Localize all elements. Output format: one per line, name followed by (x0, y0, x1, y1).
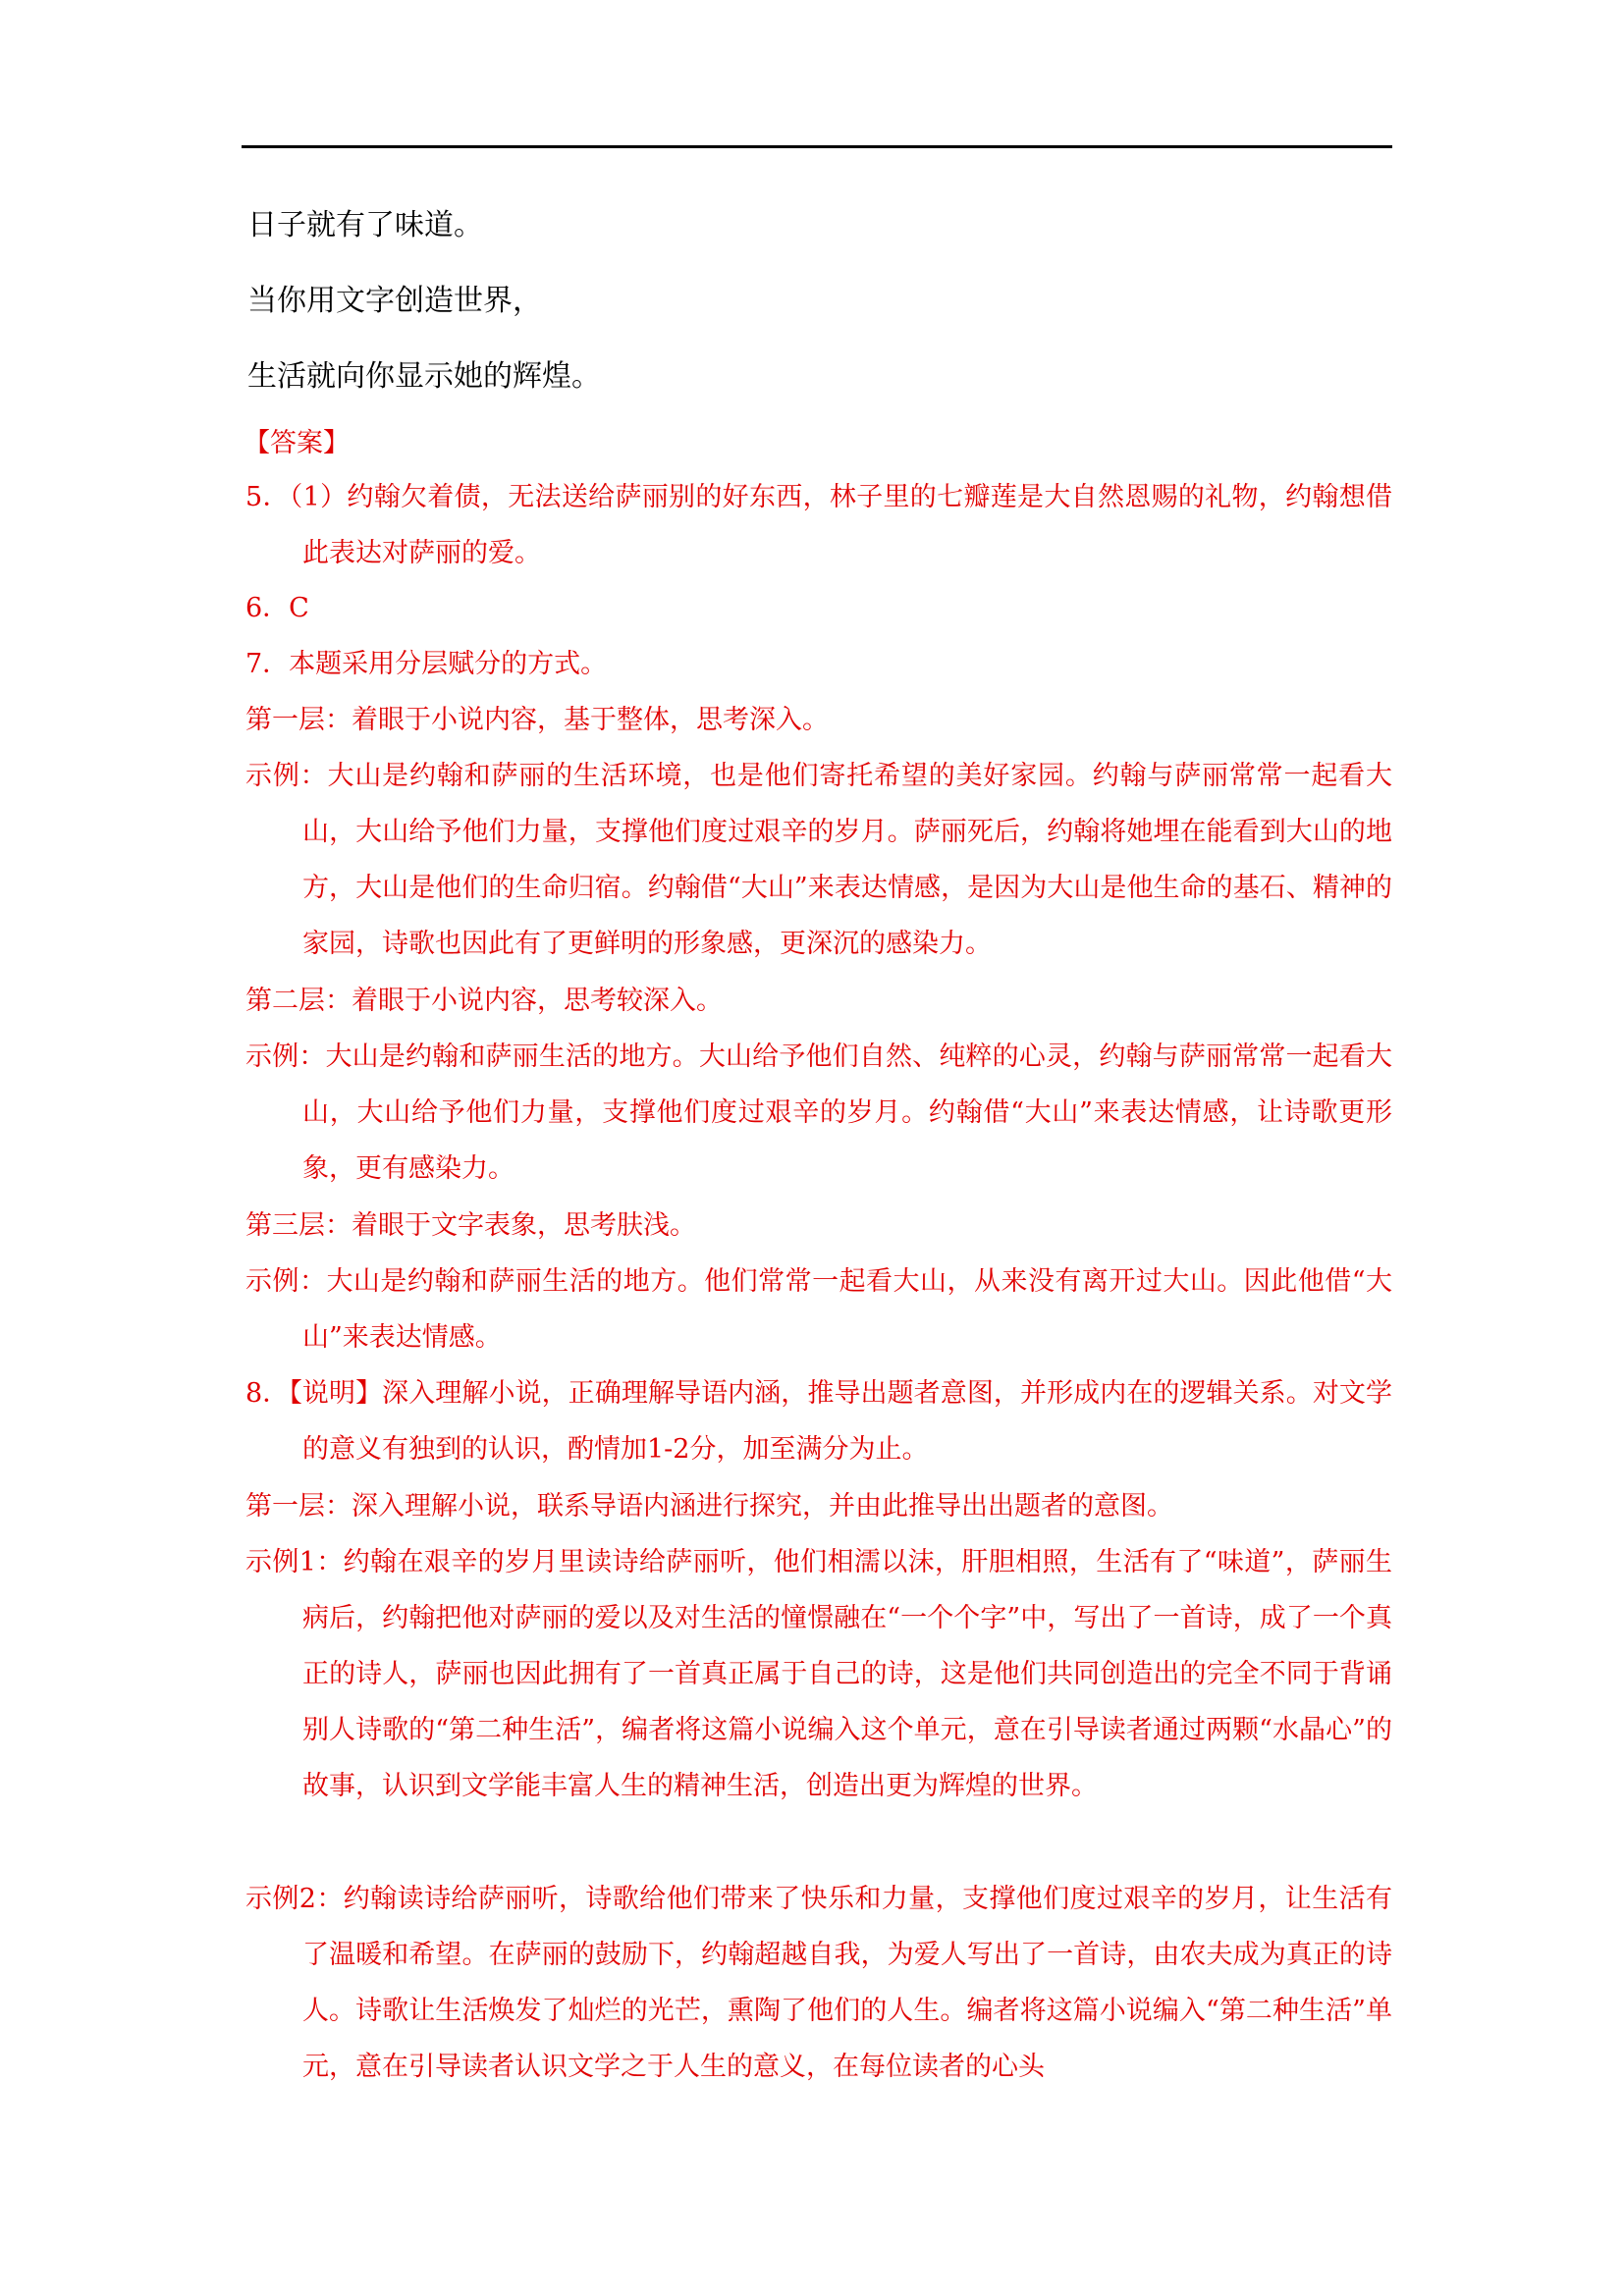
example-paragraph: 示例：大山是约翰和萨丽生活的地方。他们常常一起看大山，从来没有离开过大山。因此他借“大山”来表达情感。 (245, 1266, 1392, 1353)
poem-line: 当你用文字创造世界， (247, 284, 542, 318)
example-paragraph: 示例：大山是约翰和萨丽生活的地方。大山给予他们自然、纯粹的心灵，约翰与萨丽常常一起看大山，大山给予他们力量，支撑他们度过艰辛的岁月。约翰借“大山”来表达情感，让诗歌更形象，更有感染力。 (245, 1041, 1392, 1184)
answer-item-7: 7．本题采用分层赋分的方式。 (245, 649, 608, 679)
answer-heading: 【答案】 (244, 428, 350, 458)
poem-line: 日子就有了味道。 (247, 208, 483, 242)
answer-item-6: 6．C (245, 593, 309, 623)
scoring-level: 第三层：着眼于文字表象，思考肤浅。 (245, 1210, 696, 1241)
scoring-level: 第一层：着眼于小说内容，基于整体，思考深入。 (245, 705, 829, 735)
scoring-level: 第二层：着眼于小说内容，思考较深入。 (245, 986, 723, 1016)
example-paragraph: 示例2：约翰读诗给萨丽听，诗歌给他们带来了快乐和力量，支撑他们度过艰辛的岁月，让生活有了温暖和希望。在萨丽的鼓励下，约翰超越自我，为爱人写出了一首诗，由农夫成为真正的诗人。诗歌让生活焕发了灿烂的光芒，熏陶了他们的人生。编者将这篇小说编入“第二种生活”单元，意在引导读者认识文学之于人生的意义，在每位读者的心头 (245, 1884, 1392, 2082)
scoring-level: 第一层：深入理解小说，联系导语内涵进行探究，并由此推导出出题者的意图。 (245, 1491, 1173, 1522)
answer-item-8: 8．【说明】深入理解小说，正确理解导语内涵，推导出题者意图，并形成内在的逻辑关系。对文学的意义有独到的认识，酌情加1-2分，加至满分为止。 (245, 1378, 1392, 1465)
answer-item-5: 5．（1）约翰欠着债，无法送给萨丽别的好东西，林子里的七瓣莲是大自然恩赐的礼物，约翰想借此表达对萨丽的爱。 (245, 482, 1392, 568)
poem-line: 生活就向你显示她的辉煌。 (247, 359, 601, 394)
header-rule (242, 145, 1392, 148)
example-paragraph: 示例1：约翰在艰辛的岁月里读诗给萨丽听，他们相濡以沫，肝胆相照，生活有了“味道”，萨丽生病后，约翰把他对萨丽的爱以及对生活的憧憬融在“一个个字”中，写出了一首诗，成了一个真正的诗人，萨丽也因此拥有了一首真正属于自己的诗，这是他们共同创造出的完全不同于背诵别人诗歌的“第二种生活”，编者将这篇小说编入这个单元，意在引导读者通过两颗“水晶心”的故事，认识到文学能丰富人生的精神生活，创造出更为辉煌的世界。 (245, 1547, 1392, 1801)
example-paragraph: 示例：大山是约翰和萨丽的生活环境，也是他们寄托希望的美好家园。约翰与萨丽常常一起看大山，大山给予他们力量，支撑他们度过艰辛的岁月。萨丽死后，约翰将她埋在能看到大山的地方，大山是他们的生命归宿。约翰借“大山”来表达情感，是因为大山是他生命的基石、精神的家园，诗歌也因此有了更鲜明的形象感，更深沉的感染力。 (245, 761, 1392, 959)
